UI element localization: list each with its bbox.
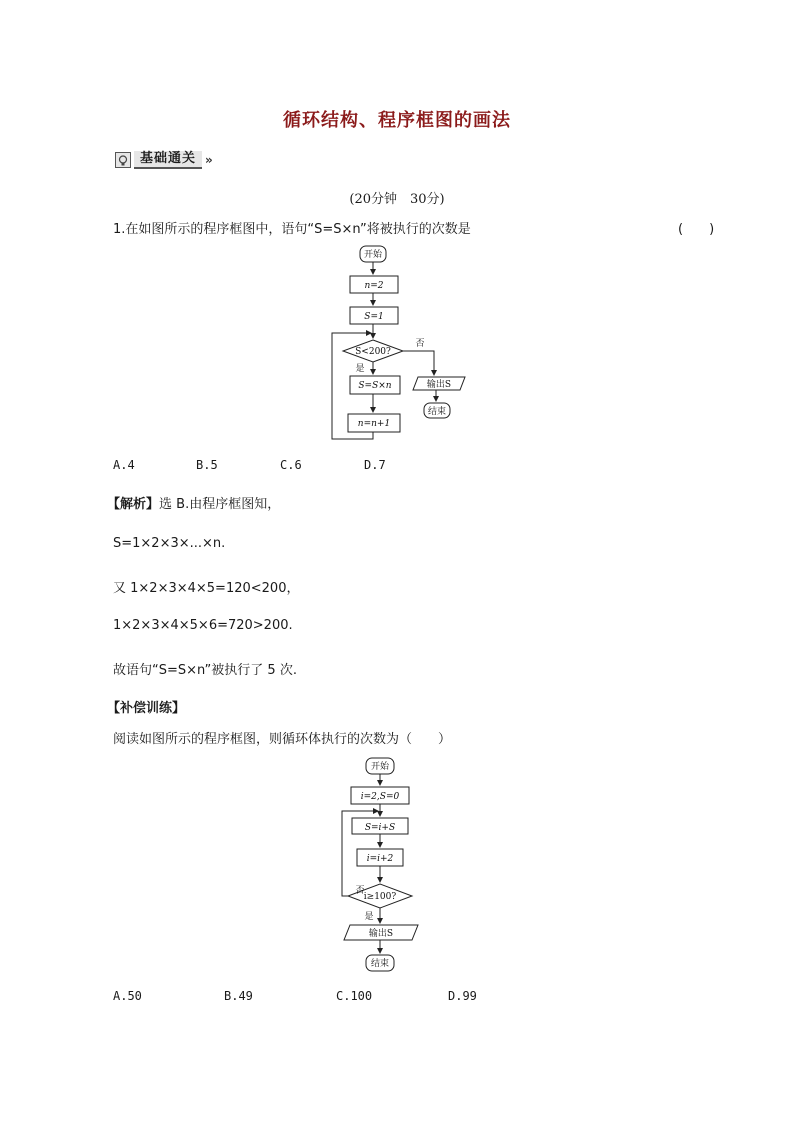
page-title: 循环结构、程序框图的画法 [283, 110, 511, 131]
flow2-yes: 是 [364, 912, 374, 922]
analysis-text-1: 选 B.由程序框图知， [159, 497, 281, 512]
time-note: (20分钟 30分) [349, 192, 445, 207]
flow2-end: 结束 [370, 959, 390, 969]
supplement-stem: 阅读如图所示的程序框图，则循环体执行的次数为（ ） [113, 732, 452, 747]
flow2-body: S=i+S [364, 823, 396, 833]
flow1-start: 开始 [363, 250, 383, 260]
flow1-increment: n=n+1 [357, 419, 391, 429]
flow1-output: 输出S [426, 380, 452, 390]
q1-option-c: C.6 [280, 458, 302, 472]
analysis-line-1 [107, 493, 280, 512]
supplement-option-d: D.99 [448, 989, 477, 1003]
flow2-increment: i=i+2 [366, 854, 394, 864]
flow1-end: 结束 [427, 407, 447, 417]
flowchart-1 [320, 240, 480, 445]
analysis-line-4: 1×2×3×4×5×6=720>200. [113, 618, 293, 633]
q1-option-b: B.5 [196, 458, 218, 472]
supplement-option-c: C.100 [336, 989, 373, 1003]
question-1-stem: 1.在如图所示的程序框图中，语句“S=S×n”将被执行的次数是 [113, 222, 471, 237]
lightbulb-icon [115, 152, 131, 168]
flow2-no: 否 [355, 886, 365, 896]
flow2-init: i=2,S=0 [360, 792, 400, 802]
analysis-line-5: 故语句“S=S×n”被执行了 5 次. [113, 663, 297, 678]
chevron-right-icon: » [205, 153, 213, 167]
flow1-n-init: n=2 [364, 281, 384, 291]
answer-blank: ( ) [678, 222, 715, 237]
q1-option-a: A.4 [113, 458, 135, 472]
flow1-s-init: S=1 [364, 312, 384, 322]
flowchart-2 [340, 752, 460, 977]
analysis-line-3: 又 1×2×3×4×5=120<200， [113, 581, 300, 596]
section-header [115, 150, 213, 170]
flow1-condition: S<200? [355, 347, 391, 357]
q1-option-d: D.7 [364, 458, 386, 472]
supplement-option-b: B.49 [224, 989, 253, 1003]
analysis-line-2: S=1×2×3×...×n. [113, 536, 226, 551]
supplement-tag: 【补偿训练】 [107, 701, 186, 716]
flow2-output: 输出S [368, 929, 394, 939]
flow1-yes: 是 [355, 364, 365, 374]
flow2-condition: i≥100? [363, 892, 397, 902]
section-label: 基础通关 [134, 151, 202, 169]
supplement-option-a: A.50 [113, 989, 142, 1003]
flow1-body: S=S×n [358, 381, 392, 391]
analysis-tag: 【解析】 [107, 497, 160, 512]
flow2-start: 开始 [370, 762, 390, 772]
flow1-no: 否 [415, 339, 425, 349]
